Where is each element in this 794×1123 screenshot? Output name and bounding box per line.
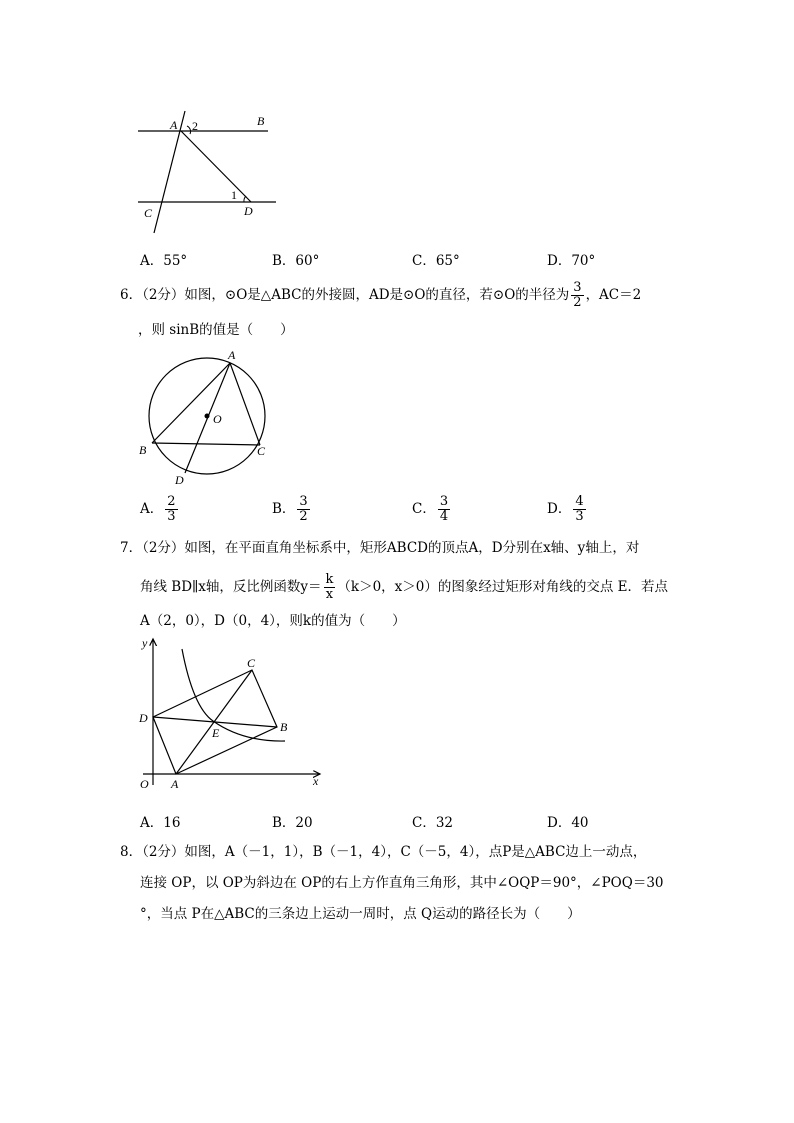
q6-option-d[interactable]: D． $\frac{4}{3}$ [547,494,584,524]
label-y: y [142,636,148,650]
q5-option-c[interactable]: C．65° [412,253,460,269]
q6-stem-text-end: ，AC＝2 [585,287,642,303]
q7-stem-line2: 角线 BD∥x轴，反比例函数y＝ $\frac{k}{x}$ （k＞0，x＞0）的图象经过矩形对角线的交点 E．若点 [140,572,669,602]
q7-stem-line1: 7．（2分）如图，在平面直角坐标系中，矩形ABCD的顶点A，D分别在x轴、y轴上，对 [120,540,640,556]
label-B: B [139,443,147,457]
q5-option-d[interactable]: D．70° [547,253,596,269]
q7-stem-line3: A（2，0），D（0，4），则k的值为（ ） [140,613,406,629]
label-A: A [170,118,178,132]
center-point-O [205,414,210,419]
q8-stem-line3: °，当点 P在△ABC的三条边上运动一周时，点 Q运动的路径长为（ ） [140,906,581,922]
segment-AC [230,363,260,445]
q8-stem-line1: 8．（2分）如图，A（－1，1），B（－1，4），C（－5，4），点P是△ABC边上一动点， [120,844,647,860]
label-D: D [244,204,253,218]
q6-option-a[interactable]: A． $\frac{2}{3}$ [140,494,176,524]
label-B: B [280,720,288,734]
label-E: E [212,726,220,740]
label-angle-1: 1 [231,188,237,202]
q6-option-c[interactable]: C． $\frac{3}{4}$ [412,494,449,524]
label-A: A [171,777,179,791]
label-O: O [140,777,149,791]
label-D: D [175,473,184,487]
q6-stem-text: 6．（2分）如图，⊙O是△ABC的外接圆，AD是⊙O的直径，若⊙O的半径为 [120,287,570,303]
q7-option-c[interactable]: C．32 [412,815,454,831]
q6-stem-line2: ，则 sinB的值是（ ） [138,322,294,338]
label-C: C [144,206,153,220]
q5-option-b[interactable]: B．60° [272,253,320,269]
label-angle-2: 2 [192,119,198,133]
q7-function-fraction: $\frac{k}{x}$ [325,572,334,602]
label-O: O [213,412,222,426]
segment-AD [181,131,251,202]
q6-option-b[interactable]: B． $\frac{3}{2}$ [272,494,308,524]
q6-radius-fraction: $\frac{3}{2}$ [573,280,582,310]
q6-stem-line1 [120,281,641,310]
q5-option-a[interactable]: A．55° [140,253,188,269]
label-C: C [257,444,266,458]
figure-q7 [135,633,330,793]
label-A: A [228,348,236,362]
label-B: B [257,114,265,128]
figure-q6 [135,345,275,490]
label-D: D [139,711,148,725]
angle-1-arc [244,196,246,202]
label-C: C [247,656,256,670]
q7-option-a[interactable]: A．16 [140,815,181,831]
q7-option-d[interactable]: D．40 [547,815,589,831]
label-x: x [313,774,319,788]
segment-AB [152,363,230,443]
q8-stem-line2: 连接 OP，以 OP为斜边在 OP的右上方作直角三角形，其中∠OQP＝90°，∠POQ＝30 [140,875,664,891]
q7-option-b[interactable]: B．20 [272,815,313,831]
figure-q5 [130,108,290,238]
segment-BC [152,443,260,445]
angle-2-arc [187,126,191,134]
